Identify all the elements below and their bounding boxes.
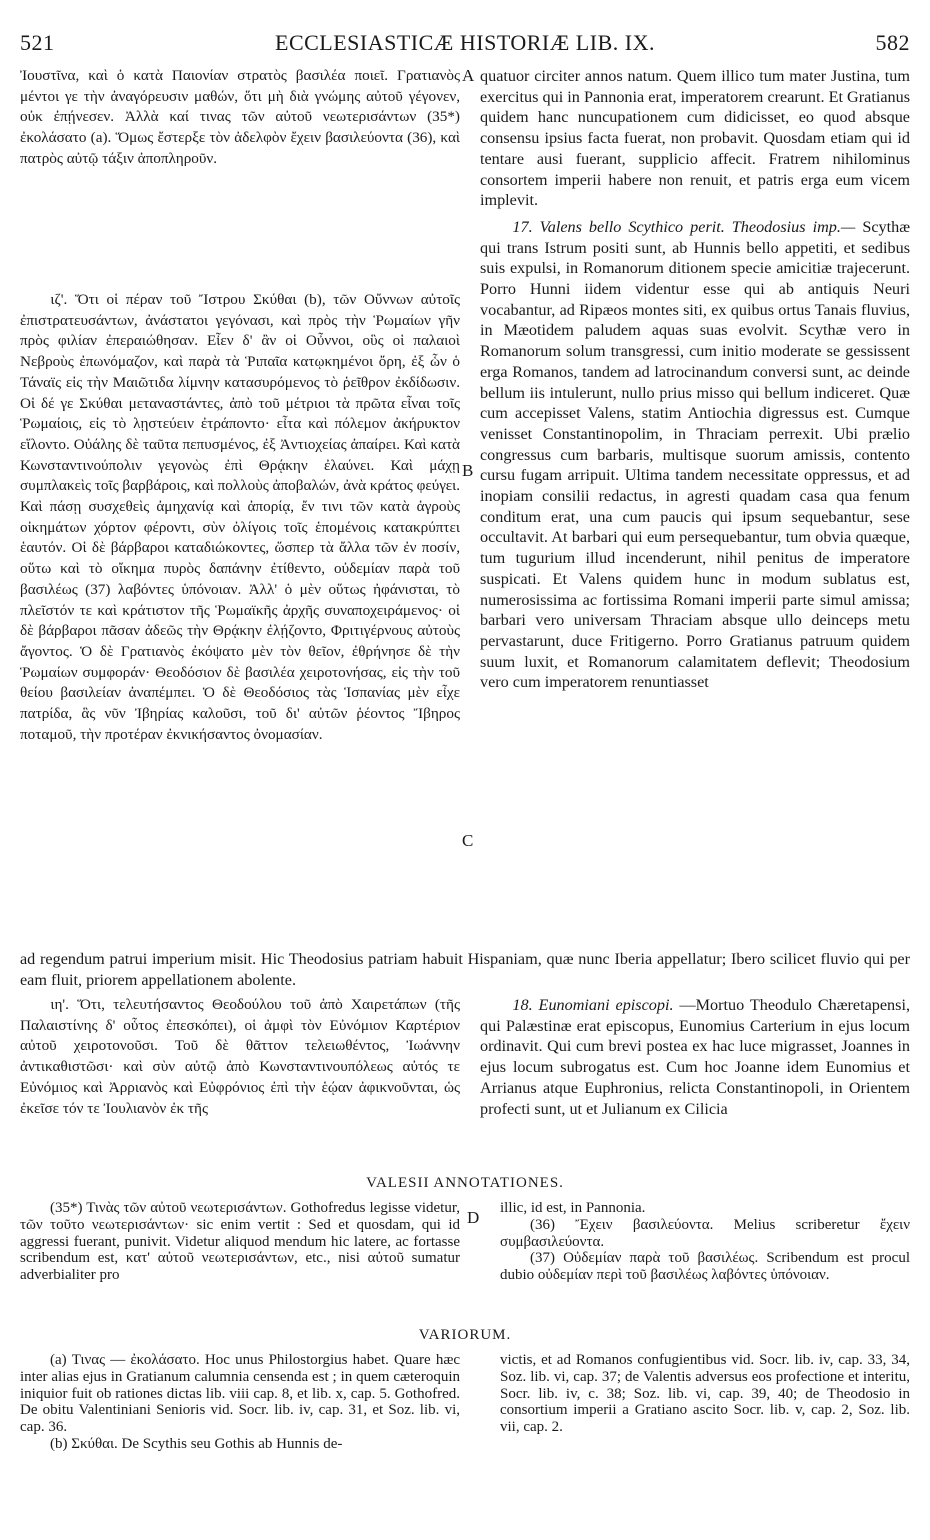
latin-section-18-title: 18. Eunomiani episcopi. <box>512 996 674 1014</box>
variorum-note-continuation: victis, et ad Romanos confugientibus vid. Socr. lib. iv, cap. 33, 34, Soz. lib. vi, cap. 37; de Valentis adversus eos profectione et interitu, Socr. lib. iv, c. 38; Soz. lib. vi, cap. 39, 40; de Theodosio in consortium imperii a Gratiano ascito Socr. lib. v, cap. 2, Soz. lib. vii, cap. 2. <box>500 1352 910 1436</box>
valesii-note-37: (37) Οὐδεμίαν παρὰ τοῦ βασιλέως. Scribendum est procul dubio οὐδεμίαν περὶ τοῦ βασιλέως λαβόντες ὑπόνοιαν. <box>500 1250 910 1284</box>
running-title: ECCLESIASTICÆ HISTORIÆ LIB. IX. <box>275 30 655 55</box>
greek-column-upper <box>20 66 460 170</box>
variorum-title: VARIORUM. <box>418 1327 512 1343</box>
latin-full-width-text <box>20 949 910 990</box>
greek-paragraph-1: Ἰουστῖνα, καὶ ὁ κατὰ Παιονίαν στρατὸς βασιλέα ποιεῖ. Γρατιανὸς μέντοι γε τὴν ἀναγόρευσιν μαθών, ὅτι μὴ διὰ γνώμης αὐτοῦ γέγονεν, οὐκ ἐπῄνεσεν. Ἀλλὰ καί τινας τῶν αὐτοῦ νεωτερισάντων (35*) ἐκολάσατο (a). Ὅμως ἔστερξε τὸν ἀδελφὸν ἔχειν βασιλεύοντα (36), καὶ πατρὸς αὐτῷ τάξιν ἀποπληροῦν. <box>20 67 460 167</box>
latin-section-18-text: —Mortuo Theodulo Chæretapensi, qui Palæstinæ erat episcopus, Eunomius Carterium in ejus locum ordinavit. Qui cum brevi postea ex hac luce migrasset, Joannes in ejus locum subrogatus est. Cum hoc Joanne idem Eunomius et Arrianus atque Euphronius, relicta Constantinopoli, in Orientem profecti sunt, ut et Julianum ex Cilicia <box>480 996 910 1118</box>
latin-paragraph-1: quatuor circiter annos natum. Quem illico tum mater Justina, tum exercitus qui in Pannonia erat, imperatorem crearunt. Et Gratianus quidem hanc nuncupationem cum didicisset, eo quod absque consensu ipsius facta fuerat, non probavit. Quosdam etiam qui id tentare ausi fuerant, supplicio affecit. Fratrem nihilominus consortem imperii habere non renuit, et patris erga eum vicem implevit. <box>480 67 910 210</box>
greek-paragraph-2: ιζ'. Ὅτι οἱ πέραν τοῦ Ἴστρου Σκύθαι (b), τῶν Οὔννων αὐτοῖς ἐπιστρατευσάντων, ἀνάστατοι γεγόνασι, καὶ πρὸς τὴν Ῥωμαίων γῆν πρὸς φιλίαν ἐπεραιώθησαν. Εἶεν δ' ἂν οἱ Οὖννοι, οὓς οἱ παλαιοὶ Νεβροὺς ἐπωνόμαζον, καὶ παρὰ τὰ Ῥιπαῖα κατῳκημένοι ὄρη, ἐξ ὧν ὁ Τάναϊς εἰς τὴν Μαιῶτιδα λίμνην κατασυρόμενος τὸ ῥεῖθρον ἐκδίδωσιν. Οἱ δέ γε Σκύθαι μεταναστάντες, ἀπὸ τοῦ μέτριοι τὰ πρῶτα εἶναι τοῖς Ῥωμαίοις, εἰς τὸ λῃστεύειν ἐτράποντο· εἶτα καὶ πόλεμον ἀκήρυκτον εἵλοντο. Οὐάλης δὲ ταῦτα πεπυσμένος, ἐξ Ἀντιοχείας ἀπαίρει. Καὶ κατὰ Κωνσταντινούπολιν γεγονὼς ἐπὶ Θρᾴκην ἐλαύνει. Καὶ μάχῃ συμπλακεὶς τοῖς βαρβάροις, καὶ πολλοὺς ἀποβαλών, ἀνὰ κράτος φεύγει. Καὶ πάσῃ συσχεθεὶς ἀμηχανίᾳ καὶ ἀπορίᾳ, ἔν τινι τῶν κατὰ ἀγροὺς οἰκημάτων χόρτον φέροντι, σὺν ὀλίγοις τοῖς ἑπομένοις κατακρύπτει ἑαυτόν. Οἱ δὲ βάρβαροι καταδιώκοντες, ὥσπερ τὰ ἄλλα τῶν ἐν ποσίν, οὕτω καὶ τὸ οἴκημα πυρὸς δαπάνην ἐτίθεντο, οὐδεμίαν παρὰ τοῦ βασιλέως (37) λαβόντες ὑπόνοιαν. Ἀλλ' ὁ μὲν οὕτως ἠφάνισται, τὸ πλεῖστόν τε καὶ κράτιστον τῆς Ῥωμαϊκῆς ἀρχῆς συναποχειράμενος· οἱ δὲ βάρβαροι πᾶσαν ἀδεῶς τὴν Θρᾴκην ἐλῄζοντο, Φριτιγέρνους αὐτοὺς ἄγοντος. Ὁ δὲ Γρατιανὸς ἐκόψατο μὲν τὸν θεῖον, ἐθρήνησε δὲ τὴν Ῥωμαίων συμφοράν· Θεοδόσιον δὲ βασιλέα χειροτονήσας, εἰς τὴν τοῦ θείου βασιλείαν ἀναπέμπει. Ὁ δὲ Θεοδόσιος τὰς Ἱσπανίας μὲν εἶχε πατρίδα, ἃς νῦν Ἰβηρίας καλοῦσι, τοῦ δι' αὐτῶν ῥέοντος Ἴβηρος ποταμοῦ, τὴν προτέραν ἐκνικήσαντος ὀνομασίαν. <box>20 291 460 743</box>
greek-paragraph-3: ιη'. Ὅτι, τελευτήσαντος Θεοδούλου τοῦ ἀπὸ Χαιρετάπων (τῆς Παλαιστίνης δ' οὗτος ἐπεσκόπει), οἱ ἀμφὶ τὸν Εὐνόμιον Καρτέριον αὐτοῦ χειροτονοῦσι. Τοῦ δὲ θᾶττον τελειωθέντος, Ἰωάννην ἀντικαθιστῶσι· καὶ σὺν αὐτῷ ἀπὸ Κωνσταντινουπόλεως αὐτός τε Εὐνόμιος καὶ Ἀρριανὸς καὶ Εὐφρόνιος ἐπὶ τὴν ἑῴαν ἀφικνοῦνται, ὡς ἐκεῖσε τόν τε Ἰουλιανὸν ἐκ τῆς <box>20 996 460 1117</box>
valesii-note-35: (35*) Τινὰς τῶν αὐτοῦ νεωτερισάντων. Gothofredus legisse videtur, τῶν τοῦτο νεωτερισάντων· sic enim vertit : Sed et quosdam, qui id aggressi fuerant, punivit. Videtur aliquod mendum hic latere, ac fortasse scribendum est, κατ' αὐτοῦ νεωτερισάντων, etc., nisi αὐτοῦ sumatur adverbialiter pro <box>20 1200 460 1284</box>
margin-letter-c: C <box>462 831 474 850</box>
page-number-left: 521 <box>20 30 55 55</box>
margin-letter-d: D <box>467 1208 480 1227</box>
page <box>20 30 910 1520</box>
variorum-note-a: (a) Τινας — ἐκολάσατο. Hoc unus Philostorgius habet. Quare hæc inter alias ejus in Gratianum calumnia censenda est ; in quem cæteroquin iniquior fuit ob rationes dictas lib. viii cap. 8, et lib. x, cap. 5. Gothofred. De obitu Valentiniani Senioris vid. Socr. lib. iv, cap. 31, et Soz. lib. vi, cap. 36. <box>20 1352 460 1436</box>
latin-paragraph-2 <box>480 217 910 693</box>
variorum-note-left <box>20 1352 460 1453</box>
margin-letter-a: A <box>462 66 475 85</box>
greek-column-middle <box>20 290 460 745</box>
valesii-note-left <box>20 1200 460 1284</box>
latin-column-lower <box>480 995 910 1119</box>
running-header <box>20 30 910 60</box>
latin-section-17-text: Scythæ qui trans Istrum positi sunt, ab Hunnis bello appetiti, et sedibus suis expulsi, in Romanorum ditionem specie amicitiæ trajecerunt. Porro Hunni iidem videntur esse qui ab antiquis Neuri vocabantur, ad Ripæos montes siti, ex quibus ortus Tanais fluvius, in Mæotidem paludem aquas suas evolvit. Scythæ vero in Romanorum solum transgressi, cum initio moderate se gessissent erga Romanos, tandem ad latrocinandum conversi sunt, ac deinde bellum iis intulerunt, nullo prius misso qui bellum indiceret. Quæ cum accepisset Valens, statim Antiochia digressus est. Cumque venisset Constantinopolim, in Thraciam perrexit. Ubi prælio congressus cum barbaris, multisque suorum amissis, contento cursu fugam arripuit. Ultima tandem necessitate oppressus, et ad inopiam consilii redactus, in agresti quadam casa qua fenum conditum erat, una cum paucis qui ipsum sequebantur, sese occultavit. At barbari qui eum persequebantur, tum obvia quæque, tum tugurium illud incenderunt, nihil penitus de imperatore suspicati. Et Valens quidem hunc in modum sublatus est, numerosissima ac fortissima Romani imperii parte simul amissa; barbari vero universam Thraciam absque ullo deinceps metu pervastarunt, duce Fritigerno. Porro Gratianus patruum quidem suum luxit, et Romanorum calamitatem deflevit; Theodosium vero cum imperatorem renuntiasset <box>480 217 911 692</box>
valesii-annotations-title: VALESII ANNOTATIONES. <box>366 1175 564 1191</box>
valesii-note-36: (36) Ἔχειν βασιλεύοντα. Melius scriberetur ἔχειν συμβασιλεύοντα. <box>500 1216 910 1250</box>
valesii-note-right <box>500 1200 910 1284</box>
latin-section-17-title: 17. Valens bello Scythico perit. Theodosius imp.— <box>512 217 856 236</box>
variorum-note-b: (b) Σκύθαι. De Scythis seu Gothis ab Hunnis de- <box>50 1435 343 1452</box>
latin-paragraph-3 <box>480 995 910 1119</box>
latin-full-paragraph: ad regendum patrui imperium misit. Hic Theodosius patriam habuit Hispaniam, quæ nunc Iberia appellatur; Ibero scilicet fluvio qui per eam fluit, priorem appellationem abolente. <box>20 950 910 989</box>
page-number-right: 582 <box>875 30 910 55</box>
latin-column <box>480 66 910 693</box>
valesii-note-continuation: illic, id est, in Pannonia. <box>500 1200 646 1216</box>
variorum-note-right <box>500 1352 910 1436</box>
margin-letter-b: B <box>462 461 474 480</box>
greek-column-lower <box>20 995 460 1119</box>
